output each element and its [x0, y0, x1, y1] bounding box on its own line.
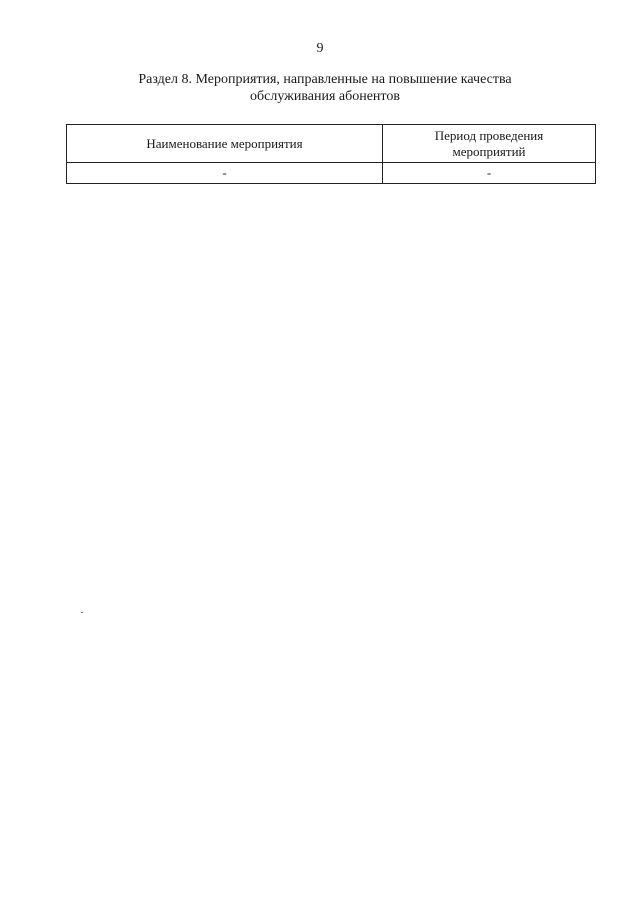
section-title-line-1: Раздел 8. Мероприятия, направленные на повышение качества — [138, 72, 512, 87]
measures-table — [66, 124, 596, 184]
section-title-line-2: обслуживания абонентов — [250, 89, 400, 104]
page-number: 9 — [316, 41, 324, 56]
header-measure-name: Наименование мероприятия — [67, 125, 383, 163]
cell-measure-name: - — [67, 163, 383, 184]
cell-period: - — [383, 163, 596, 184]
header-period-line-1: Период проведения — [434, 127, 544, 143]
margin-mark — [81, 612, 83, 613]
header-period-line-2: мероприятий — [452, 143, 526, 159]
table-row — [67, 163, 596, 184]
section-title — [60, 71, 590, 105]
table-header-row — [67, 125, 596, 163]
header-period — [383, 125, 596, 163]
